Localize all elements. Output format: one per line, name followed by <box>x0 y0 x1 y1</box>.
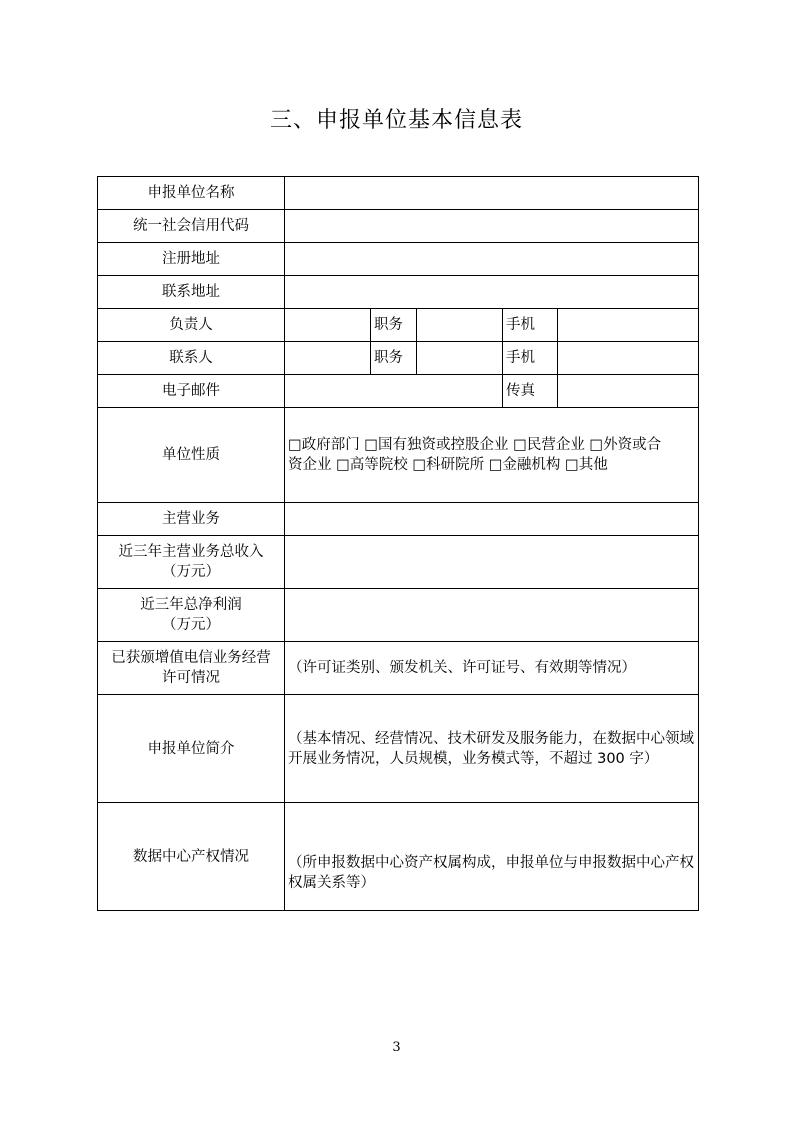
leader-position-field[interactable] <box>417 309 503 342</box>
revenue-field[interactable] <box>285 536 699 589</box>
nature-options-line: □政府部门 □国有独资或控股企业 □民营企业 □外资或合 <box>288 437 662 453</box>
leader-position-label: 职务 <box>371 309 417 342</box>
main-business-field[interactable] <box>285 503 699 536</box>
reg-address-field[interactable] <box>285 243 699 276</box>
leader-mobile-field[interactable] <box>558 309 699 342</box>
table-row <box>98 589 699 642</box>
leader-mobile-label: 手机 <box>503 309 558 342</box>
contact-address-field[interactable] <box>285 276 699 309</box>
table-row <box>98 210 699 243</box>
property-label: 数据中心产权情况 <box>98 803 285 911</box>
contact-mobile-label: 手机 <box>503 342 558 375</box>
table-row <box>98 803 699 911</box>
revenue-label <box>98 536 285 589</box>
reg-address-label: 注册地址 <box>98 243 285 276</box>
contact-address-label: 联系地址 <box>98 276 285 309</box>
unit-name-field[interactable] <box>285 177 699 210</box>
nature-options[interactable] <box>285 408 699 503</box>
license-field[interactable]: （许可证类别、颁发机关、许可证号、有效期等情况） <box>285 642 699 695</box>
unit-name-label: 申报单位名称 <box>98 177 285 210</box>
fax-field[interactable] <box>558 375 699 408</box>
email-label: 电子邮件 <box>98 375 285 408</box>
credit-code-label: 统一社会信用代码 <box>98 210 285 243</box>
leader-field[interactable] <box>285 309 371 342</box>
table-row <box>98 243 699 276</box>
license-label <box>98 642 285 695</box>
page-number: 3 <box>392 1040 401 1055</box>
page-title: 三、申报单位基本信息表 <box>269 108 523 133</box>
table-row <box>98 342 699 375</box>
info-table <box>97 176 699 911</box>
license-label-line: 已获颁增值电信业务经营 <box>111 650 271 666</box>
license-label-line: 许可情况 <box>162 670 220 686</box>
leader-label: 负责人 <box>98 309 285 342</box>
intro-field[interactable]: （基本情况、经营情况、技术研发及服务能力，在数据中心领域开展业务情况，人员规模，业务模式等，不超过 300 字） <box>285 695 699 803</box>
table-row <box>98 276 699 309</box>
profit-field[interactable] <box>285 589 699 642</box>
profit-label <box>98 589 285 642</box>
table-row <box>98 536 699 589</box>
main-business-label: 主营业务 <box>98 503 285 536</box>
intro-label: 申报单位简介 <box>98 695 285 803</box>
table-row <box>98 642 699 695</box>
contact-field[interactable] <box>285 342 371 375</box>
fax-label: 传真 <box>503 375 558 408</box>
table-row <box>98 309 699 342</box>
nature-options-line: 资企业 □高等院校 □科研院所 □金融机构 □其他 <box>288 457 608 473</box>
contact-position-label: 职务 <box>371 342 417 375</box>
table-row <box>98 408 699 503</box>
table-row <box>98 695 699 803</box>
email-field[interactable] <box>285 375 503 408</box>
contact-position-field[interactable] <box>417 342 503 375</box>
profit-label-unit: （万元） <box>162 617 220 633</box>
revenue-label-unit: （万元） <box>162 564 220 580</box>
revenue-label-line: 近三年主营业务总收入 <box>118 544 264 560</box>
contact-mobile-field[interactable] <box>558 342 699 375</box>
nature-label: 单位性质 <box>98 408 285 503</box>
table-row <box>98 177 699 210</box>
table-row <box>98 375 699 408</box>
property-field[interactable]: （所申报数据中心资产权属构成，申报单位与申报数据中心产权权属关系等） <box>285 803 699 911</box>
credit-code-field[interactable] <box>285 210 699 243</box>
contact-label: 联系人 <box>98 342 285 375</box>
table-row <box>98 503 699 536</box>
profit-label-line: 近三年总净利润 <box>140 597 242 613</box>
